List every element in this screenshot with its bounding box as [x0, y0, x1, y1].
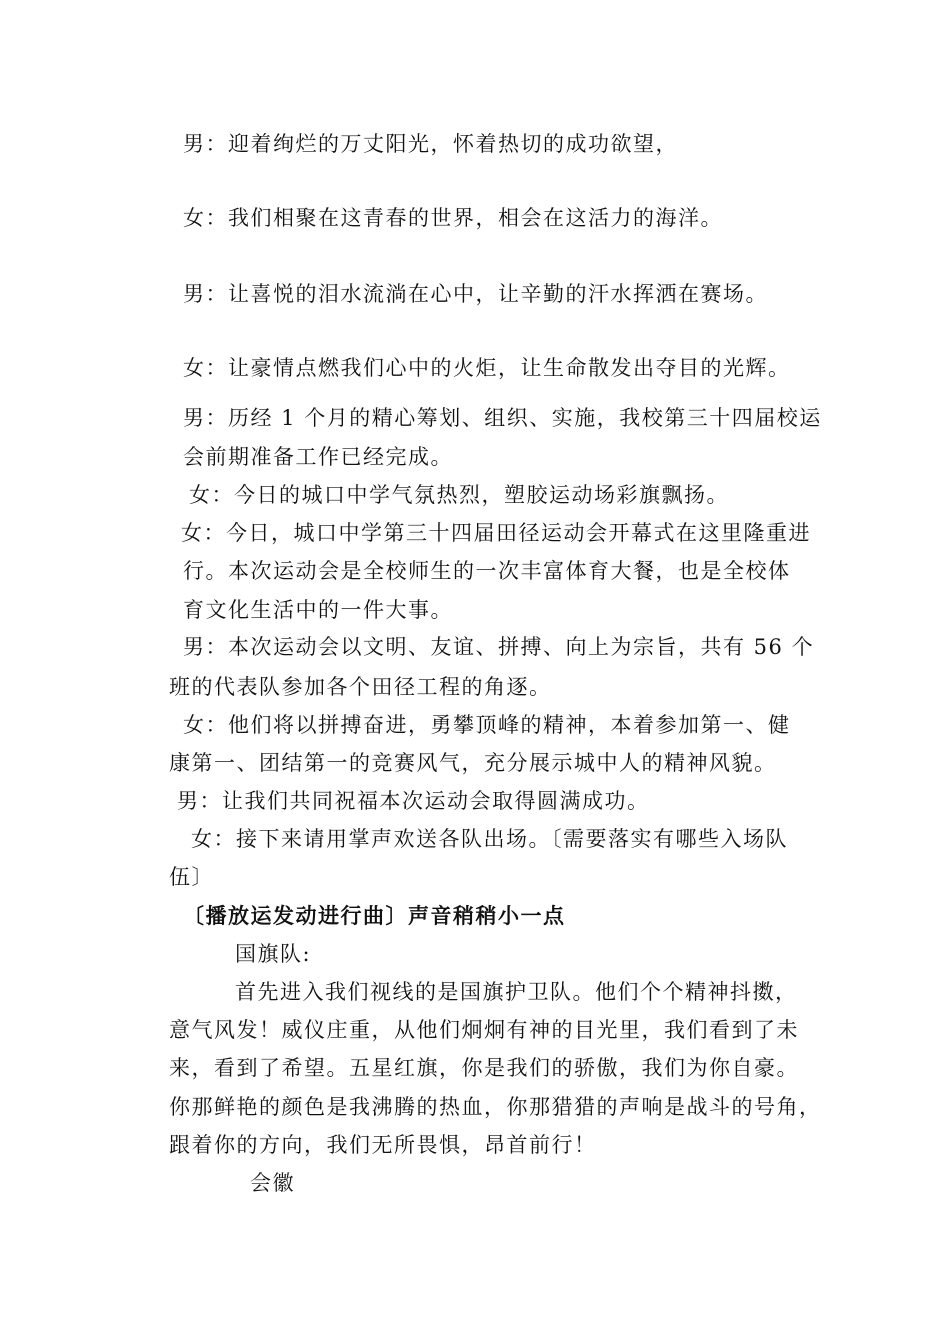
paragraph-line-1: 首先进入我们视线的是国旗护卫队。他们个个精神抖擞，	[235, 980, 798, 1004]
script-line-15: 男：让我们共同祝福本次运动会取得圆满成功。	[177, 789, 650, 813]
script-line-1: 男：迎着绚烂的万丈阳光，怀着热切的成功欲望，	[183, 132, 678, 156]
paragraph-line-5: 跟着你的方向，我们无所畏惧，昂首前行！	[169, 1133, 597, 1157]
script-line-10: 育文化生活中的一件大事。	[183, 598, 453, 622]
script-line-8: 女：今日，城口中学第三十四届田径运动会开幕式在这里隆重进	[181, 521, 811, 545]
script-line-11: 男：本次运动会以文明、友谊、拼搏、向上为宗旨，共有 56 个	[183, 635, 815, 659]
team-label-flag: 国旗队:	[235, 942, 312, 966]
script-line-3: 男：让喜悦的泪水流淌在心中，让辛勤的汗水挥洒在赛场。	[183, 282, 768, 306]
script-line-16: 女：接下来请用掌声欢送各队出场。〔需要落实有哪些入场队	[191, 827, 788, 851]
script-line-13: 女：他们将以拼搏奋进，勇攀顶峰的精神，本着参加第一、健	[183, 713, 791, 737]
paragraph-line-2: 意气风发！威仪庄重，从他们炯炯有神的目光里，我们看到了未	[169, 1018, 799, 1042]
script-line-4: 女：让豪情点燃我们心中的火炬，让生命散发出夺目的光辉。	[183, 356, 791, 380]
script-line-7: 女：今日的城口中学气氛热烈，塑胶运动场彩旗飘扬。	[189, 483, 729, 507]
script-line-9: 行。本次运动会是全校师生的一次丰富体育大餐，也是全校体	[183, 559, 791, 583]
script-line-5: 男：历经 1 个月的精心筹划、组织、实施，我校第三十四届校运	[183, 406, 822, 430]
paragraph-line-4: 你那鲜艳的颜色是我沸腾的热血，你那猎猎的声响是战斗的号角，	[169, 1095, 822, 1119]
script-line-17: 伍〕	[169, 865, 214, 889]
script-line-14: 康第一、团结第一的竞赛风气，充分展示城中人的精神风貌。	[169, 751, 777, 775]
script-line-12: 班的代表队参加各个田径工程的角逐。	[169, 675, 552, 699]
paragraph-line-3: 来，看到了希望。五星红旗，你是我们的骄傲，我们为你自豪。	[169, 1056, 799, 1080]
script-line-6: 会前期准备工作已经完成。	[183, 445, 453, 469]
section-heading: 〔播放运发动进行曲〕声音稍稍小一点	[183, 903, 566, 928]
script-line-2: 女：我们相聚在这青春的世界，相会在这活力的海洋。	[183, 206, 723, 230]
team-label-emblem: 会徽	[250, 1171, 295, 1195]
